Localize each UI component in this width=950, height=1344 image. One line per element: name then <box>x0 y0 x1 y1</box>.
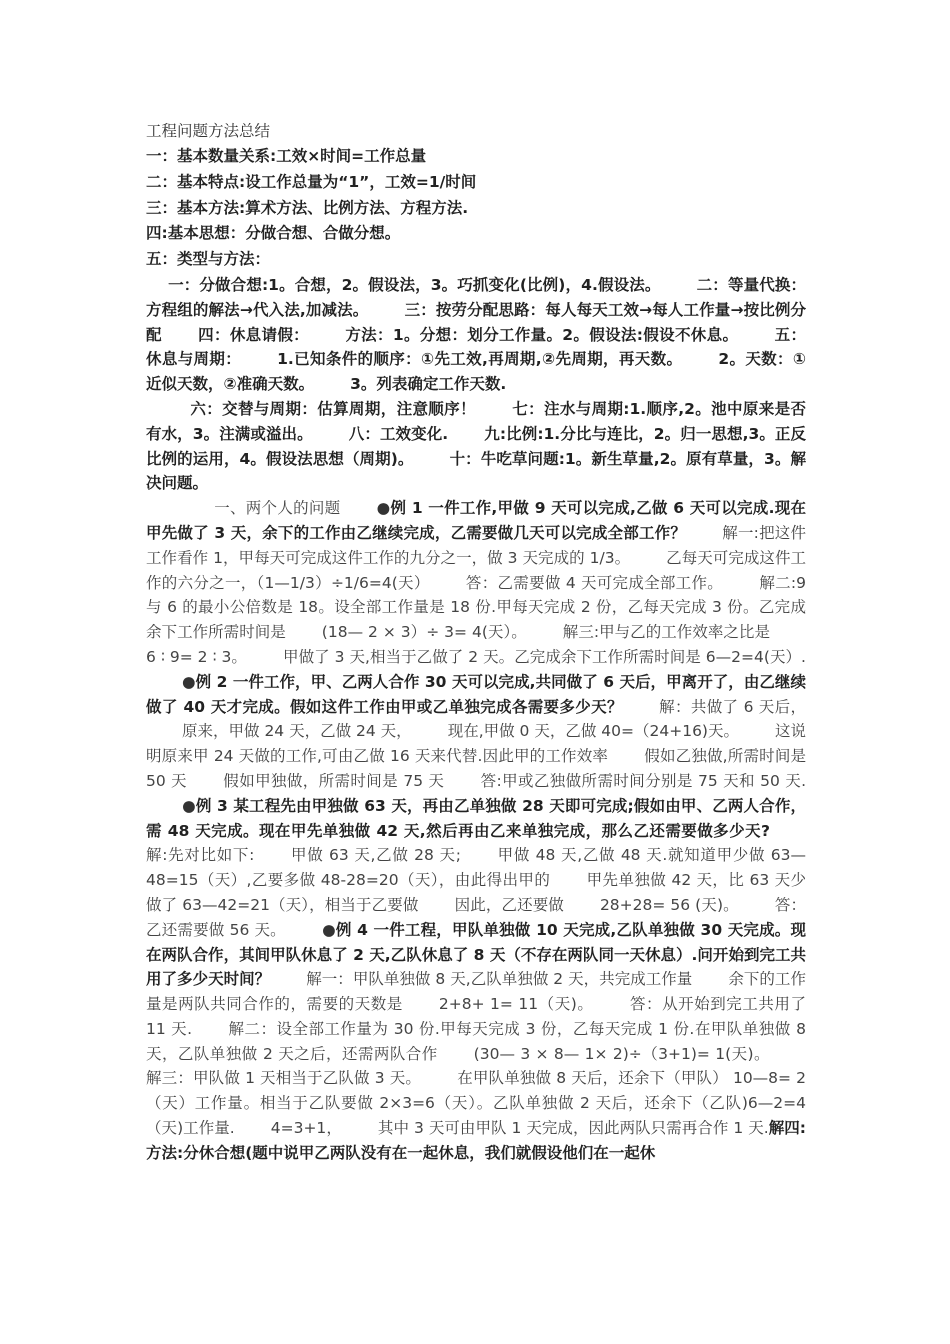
types-paragraph <box>146 273 806 496</box>
example-2-step-3: 现在,甲做 0 天，乙做 40=（24+16)天。 <box>447 722 739 741</box>
example-4-solution-4b: 方法:分休合想(题中说甲乙两队没有在一起休息，我们就假设他们在一起休 <box>146 1143 656 1162</box>
example-1-solution-3a: 解三:甲与乙的工作效率之比是 <box>562 623 770 642</box>
example-3-step-4: 就知道甲少做 63—48=15（天）,乙要多做 48-28=20（天），由此得出甲的 <box>146 846 806 890</box>
type-5-point-1: 1.已知条件的顺序：①先工效,再周期,②先周期，再天数。 <box>277 350 683 369</box>
example-1-answer: 答：乙需要做 4 天可完成全部工作。 <box>465 573 724 592</box>
example-1-solution-2a: 解二:9 与 6 的最小公倍数是 18。设全部工作量是 18 份.甲每天完成 2 份，乙每天完成 3 份。乙完成余下工作所需时间是 <box>146 573 806 642</box>
example-4-solution-3a: 解三：甲队做 1 天相当于乙队做 3 天。 <box>146 1069 422 1088</box>
example-4-answer: 答：从开始到完工共用了 11 天. <box>146 995 806 1038</box>
example-2-step-5: 假如乙独做,所需时间是 50 天 <box>146 747 806 790</box>
example-1-solution-2b: (18— 2 × 3）÷ 3= 4(天）。 <box>321 623 527 642</box>
basic-method-line: 三：基本方法:算术方法、比例方法、方程方法. <box>146 198 469 217</box>
example-2-question: 例 2 一件工作，甲、乙两人合作 30 天可以完成,共同做了 6 天后，甲离开了，由乙继续做了 40 天才完成。假如这件工作由甲或乙单独完成各需要多少天？ <box>146 672 806 716</box>
example-1-solution-3c: 甲做了 3 天,相当于乙做了 2 天。乙完成余下工作所需时间是 6—2=4(天）. <box>282 647 806 666</box>
example-4-solution-1c: 2+8+ 1= 11（天)。 <box>438 995 594 1014</box>
example-2-step-2: 原来，甲做 24 天，乙做 24 天， <box>182 722 412 741</box>
bullet-icon: ● <box>182 796 196 815</box>
example-4-question: 例 4 一件工程，甲队单独做 10 天完成,乙队单独做 30 天完成。现在两队合作，其间甲队休息了 2 天,乙队休息了 8 天（不存在两队同一天休息）.问开始到完工共用了多少天时间？ <box>146 920 806 989</box>
example-3-question: 例 3 某工程先由甲独做 63 天，再由乙单独做 28 天即可完成;假如由甲、乙两人合作，需 48 天完成。现在甲先单独做 42 天,然后再由乙来单独完成，那么乙还需要做多少天? <box>146 796 806 840</box>
example-3-step-5: 甲先单独做 42 天，比 63 天少做了 63—42=21（天），相当于乙要做 <box>146 871 806 914</box>
example-1-solution-3b: 6 ∶ 9= 2 ∶ 3。 <box>146 647 247 666</box>
type-10: 十：牛吃草问题:1。新生草量,2。原有草量，3。解决问题。 <box>146 449 806 493</box>
type-6: 六：交替与周期：估算周期，注意顺序！ <box>190 399 476 418</box>
example-4-solution-2a: 解二：设全部工作量为 30 份.甲每天完成 3 份，乙每天完成 1 份.在甲队单独做 8 天，乙队单独做 2 天之后，还需两队合作 <box>146 1019 807 1063</box>
example-4-solution-2b: (30— 3 × 8— 1× 2)÷（3+1)= 1(天)。 <box>473 1044 770 1063</box>
example-4-solution-1b: 余下的工作量是两队共同合作的，需要的天数是 <box>146 970 806 1014</box>
bullet-icon: ● <box>182 672 196 691</box>
document-title: 工程问题方法总结 <box>146 122 271 140</box>
example-2-step-4: 这说明原来甲 24 天做的工作,可由乙做 16 天来代替.因此甲的工作效率 <box>146 722 806 766</box>
example-4-solution-3b: 在甲队单独做 8 天后，还余下（甲队） 10—8= 2（天）工作量。相当于乙队要做 2×3=6（天）。乙队单独做 2 天后，还余下（乙队)6—2=4（天)工作量. <box>146 1069 806 1138</box>
example-3-answer: 答：乙还需要做 56 天。 <box>146 895 806 939</box>
example-2-step-6: 假如甲独做，所需时间是 75 天 <box>222 771 445 790</box>
example-4-solution-3d: 其中 3 天可由甲队 1 天完成，因此两队只需再合作 1 天. <box>377 1119 769 1138</box>
example-2-step-1: 解：共做了 6 天后， <box>658 697 806 716</box>
basic-relation-line: 一：基本数量关系:工效×时间=工作总量 <box>146 147 427 165</box>
example-1-solution-1b: 乙每天可完成这件工作的六分之一，（1—1/3）÷1/6=4(天） <box>146 548 806 592</box>
type-4-method: 方法：1。分想：划分工作量。2。假设法:假设不休息。 <box>345 325 739 344</box>
example-1-solution-1a: 解一:把这件工作看作 1，甲每天可完成这件工作的九分之一，做 3 天完成的 1/3。 <box>146 523 806 567</box>
bullet-icon: ● <box>376 499 391 518</box>
type-5-point-2: 2。天数：①近似天数，②准确天数。 <box>146 350 806 394</box>
type-5: 五：休息与周期： <box>146 325 806 369</box>
example-3-step-1: 解:先对比如下: <box>146 846 255 865</box>
basic-thought-line: 四:基本思想：分做合想、合做分想。 <box>146 224 401 243</box>
type-4: 四：休息请假： <box>197 325 310 344</box>
example-3-step-2: 甲做 63 天,乙做 28 天; <box>290 846 461 865</box>
basic-feature-line: 二：基本特点:设工作总量为“1”，工效=1/时间 <box>146 172 477 191</box>
type-2: 二：等量代换：方程组的解法→代入法,加减法。 <box>146 275 806 319</box>
example-4-solution-1a: 解一：甲队单独做 8 天,乙队单独做 2 天，共完成工作量 <box>306 970 693 989</box>
example-1-question: 例 1 一件工作,甲做 9 天可以完成,乙做 6 天可以完成.现在甲先做了 3 天，余下的工作由乙继续完成，乙需要做几天可以完成全部工作？ <box>146 499 806 542</box>
bullet-icon: ● <box>321 920 336 939</box>
type-7: 七：注水与周期:1.顺序,2。池中原来是否有水，3。注满或溢出。 <box>146 399 806 443</box>
types-heading-line: 五：类型与方法： <box>146 250 271 269</box>
type-1: 一：分做合想:1。合想，2。假设法，3。巧抓变化(比例)，4.假设法。 <box>168 275 661 294</box>
type-9: 九:比例:1.分比与连比，2。归一思想,3。正反比例的运用，4。假设法思想（周期)。 <box>146 424 806 468</box>
example-3-step-3: 甲做 48 天,乙做 48 天. <box>496 846 668 865</box>
example-3-step-7: 28+28= 56 (天)。 <box>599 895 739 914</box>
type-5-point-3: 3。列表确定工作天数. <box>350 375 507 394</box>
example-4-solution-3c: 4=3+1， <box>270 1119 342 1138</box>
section-title: 一、两个人的问题 <box>214 499 341 518</box>
document-page <box>146 118 806 1166</box>
type-3: 三：按劳分配思路：每人每天工效→每人工作量→按比例分配 <box>146 300 806 344</box>
example-3-step-6: 因此，乙还要做 <box>454 895 564 914</box>
type-8: 八：工效变化. <box>348 424 449 443</box>
example-4-solution-4a: 解四: <box>768 1119 806 1138</box>
examples-paragraph <box>146 496 806 1166</box>
example-2-answer: 答:甲或乙独做所需时间分别是 75 天和 50 天. <box>480 771 807 790</box>
